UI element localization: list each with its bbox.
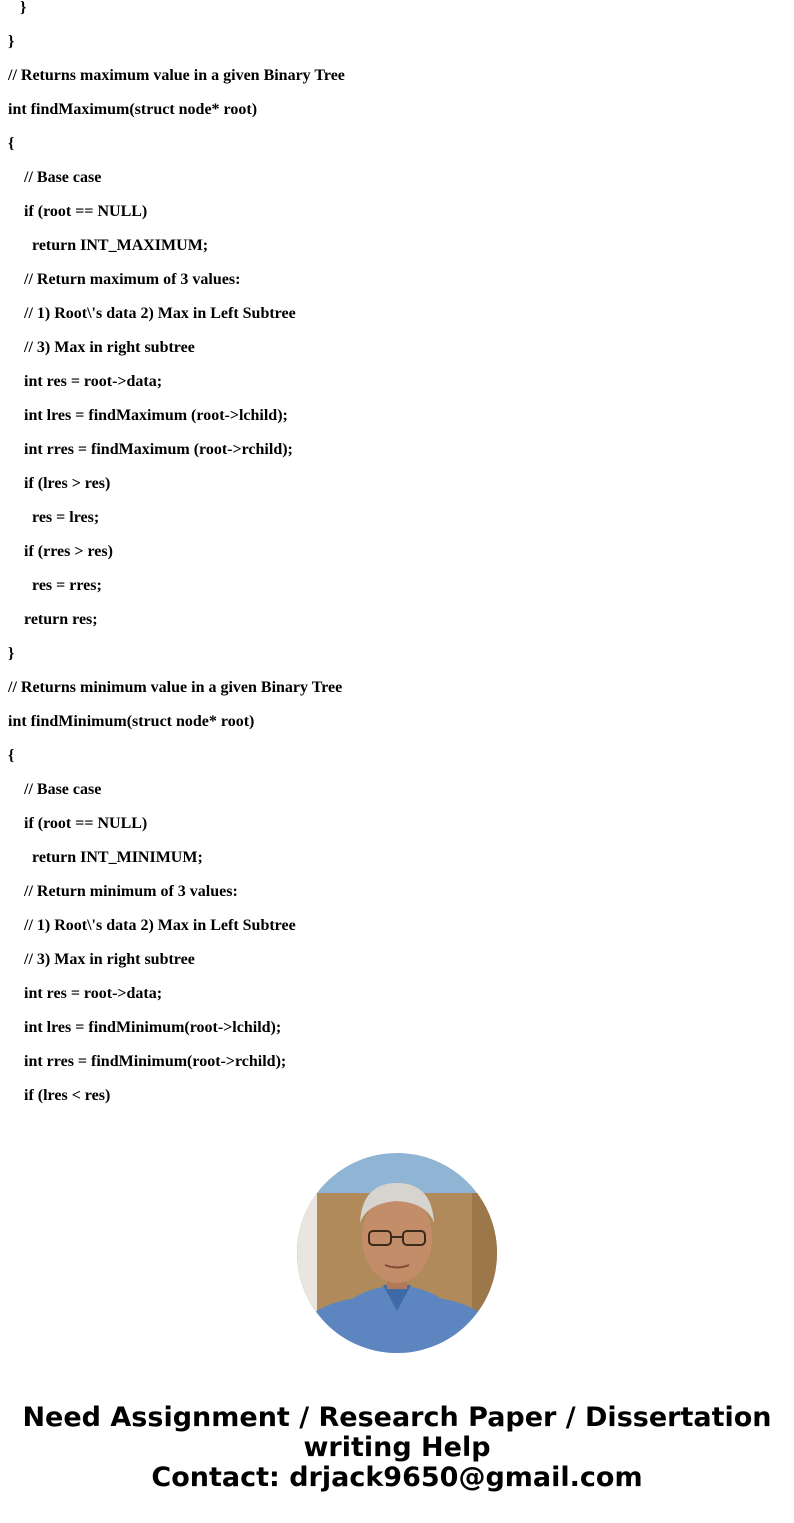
code-line: int findMaximum(struct node* root) xyxy=(8,101,258,118)
contact-banner xyxy=(0,1403,794,1493)
code-line: if (root == NULL) xyxy=(8,815,148,832)
code-line: return INT_MINIMUM; xyxy=(8,849,203,866)
code-line: if (rres > res) xyxy=(8,543,113,560)
code-line: int rres = findMaximum (root->rchild); xyxy=(8,441,293,458)
code-line: if (root == NULL) xyxy=(8,203,148,220)
code-line: // Base case xyxy=(8,781,102,798)
code-line: res = rres; xyxy=(8,577,102,594)
code-line: return res; xyxy=(8,611,98,628)
code-line: } xyxy=(8,0,27,16)
code-line: // Return minimum of 3 values: xyxy=(8,883,238,900)
code-line: int lres = findMinimum(root->lchild); xyxy=(8,1019,282,1036)
code-line: // 3) Max in right subtree xyxy=(8,951,195,968)
code-line: int findMinimum(struct node* root) xyxy=(8,713,255,730)
code-line: int res = root->data; xyxy=(8,373,163,390)
code-listing xyxy=(8,0,345,1113)
code-line: { xyxy=(8,135,15,152)
code-line: int lres = findMaximum (root->lchild); xyxy=(8,407,288,424)
code-line: if (lres < res) xyxy=(8,1087,111,1104)
code-line: // 3) Max in right subtree xyxy=(8,339,195,356)
code-line: // Return maximum of 3 values: xyxy=(8,271,241,288)
banner-subheadline: writing Help xyxy=(303,1432,491,1463)
person-photo-icon xyxy=(297,1153,497,1353)
code-line: // Base case xyxy=(8,169,102,186)
code-line: // Returns minimum value in a given Binary Tree xyxy=(8,679,343,696)
code-line: { xyxy=(8,747,15,764)
avatar xyxy=(297,1153,497,1353)
code-line: int rres = findMinimum(root->rchild); xyxy=(8,1053,287,1070)
code-line: return INT_MAXIMUM; xyxy=(8,237,209,254)
code-line: } xyxy=(8,645,15,662)
code-line: // 1) Root\'s data 2) Max in Left Subtree xyxy=(8,305,296,322)
code-line: // Returns maximum value in a given Binary Tree xyxy=(8,67,345,84)
code-line: res = lres; xyxy=(8,509,100,526)
banner-headline: Need Assignment / Research Paper / Dissertation xyxy=(22,1402,772,1433)
code-line: } xyxy=(8,33,15,50)
contact-email: Contact: drjack9650@gmail.com xyxy=(151,1462,643,1493)
code-line: if (lres > res) xyxy=(8,475,111,492)
code-line: // 1) Root\'s data 2) Max in Left Subtree xyxy=(8,917,296,934)
code-line: int res = root->data; xyxy=(8,985,163,1002)
